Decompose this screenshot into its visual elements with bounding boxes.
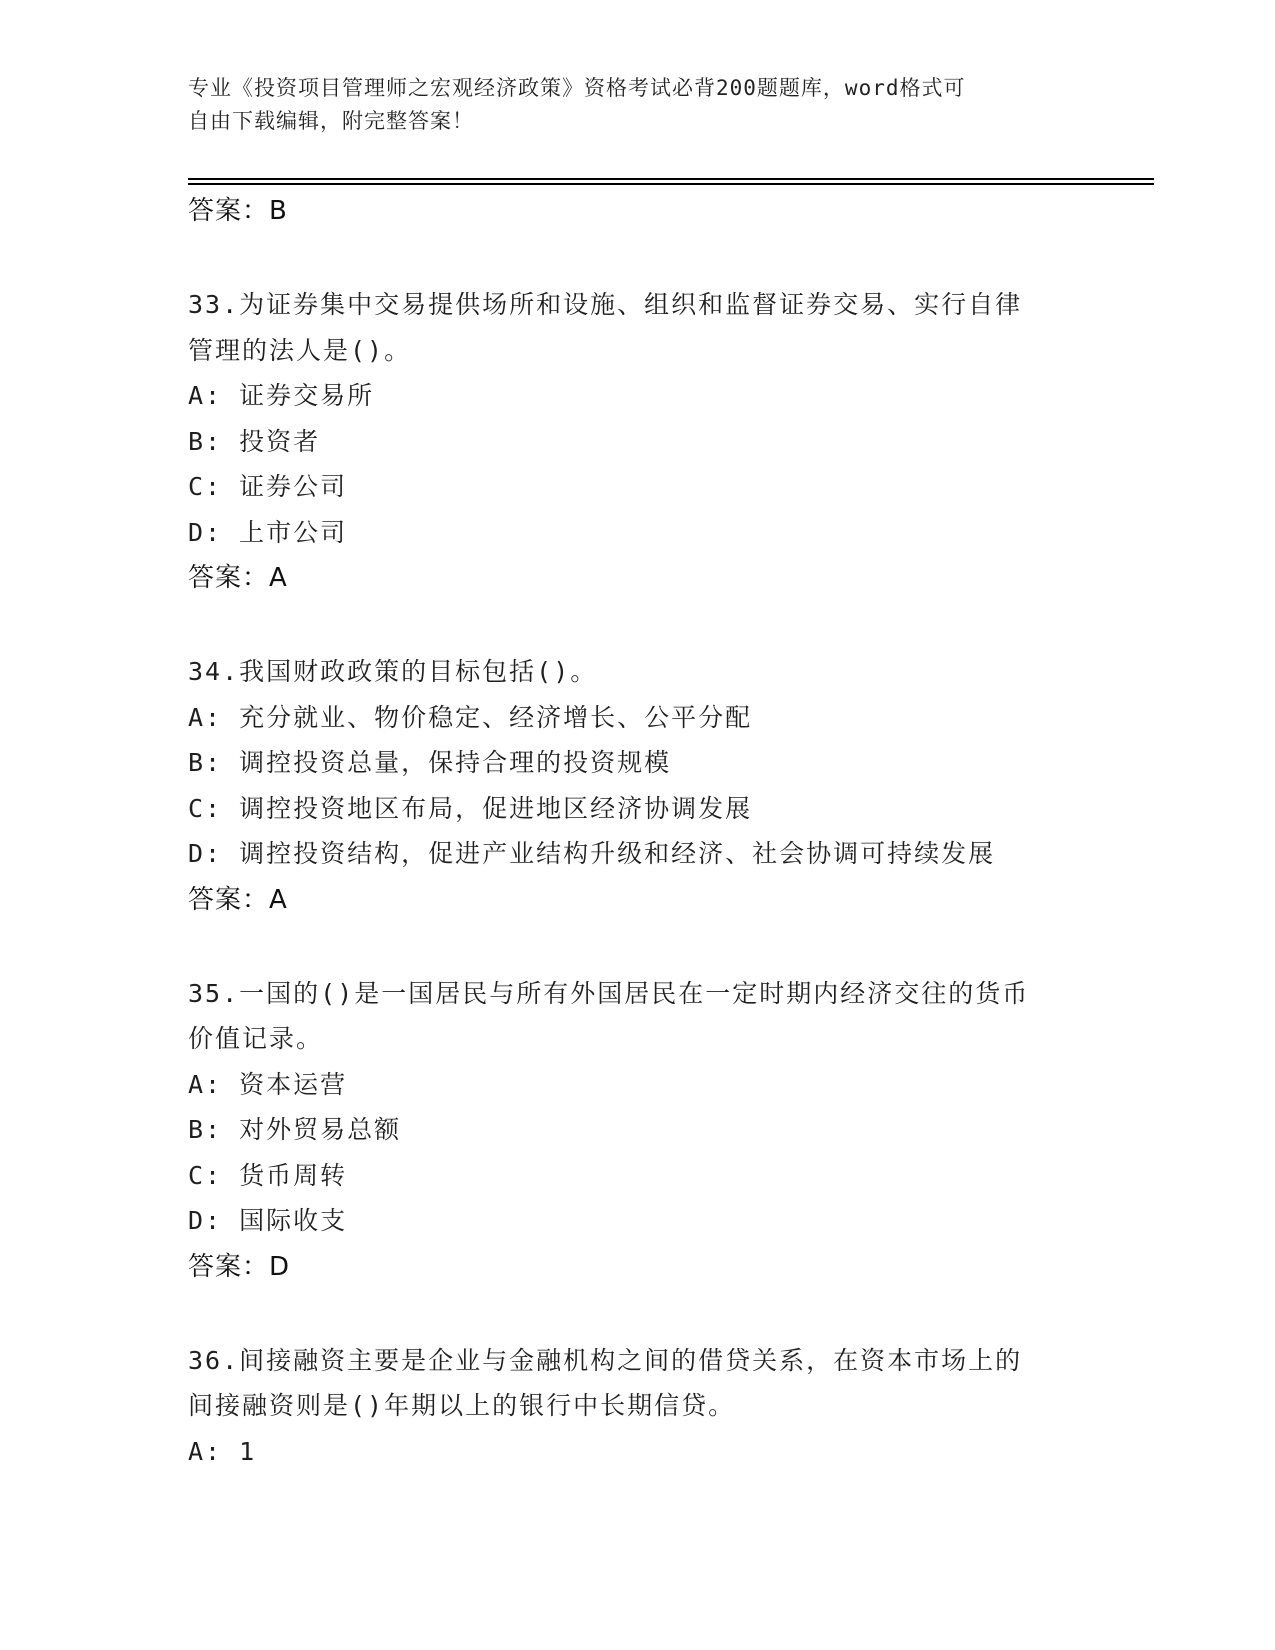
question-34 [188,649,1088,923]
header-divider-bottom [188,183,1154,185]
option-a: A: 1 [188,1436,257,1466]
question-33 [188,282,1088,601]
option-c: C: 调控投资地区布局，促进地区经济协调发展 [188,793,753,823]
option-a: A: 证券交易所 [188,381,375,410]
answer-line: 答案：D [188,1251,291,1282]
previous-answer: 答案：B [188,196,288,226]
option-a: A: 资本运营 [188,1069,348,1099]
question-stem-line: 34.我国财政政策的目标包括()。 [188,657,598,686]
question-36 [188,1338,1088,1475]
option-d: D: 调控投资结构，促进产业结构升级和经济、社会协调可持续发展 [188,839,996,868]
question-stem-line: 35.一国的()是一国居民与所有外国居民在一定时期内经济交往的货币 [188,978,1030,1008]
question-stem-line: 间接融资则是()年期以上的银行中长期信贷。 [188,1391,736,1420]
question-35 [188,971,1088,1290]
question-stem-line: 36.间接融资主要是企业与金融机构之间的借贷关系，在资本市场上的 [188,1345,1023,1375]
option-c: C: 证券公司 [188,472,348,501]
option-a: A: 充分就业、物价稳定、经济增长、公平分配 [188,702,753,732]
header-line-1: 专业《投资项目管理师之宏观经济政策》资格考试必背200题题库，word格式可 [188,76,966,100]
document-header [188,72,1088,138]
option-d: D: 国际收支 [188,1206,348,1235]
option-b: B: 对外贸易总额 [188,1115,402,1144]
answer-line: 答案：A [188,563,288,593]
answer-line: 答案：A [188,884,288,915]
option-d: D: 上市公司 [188,517,348,547]
header-divider-top [188,178,1154,180]
question-stem-line: 管理的法人是()。 [188,335,412,365]
question-list [188,188,1088,1474]
option-b: B: 调控投资总量，保持合理的投资规模 [188,748,672,777]
option-b: B: 投资者 [188,426,321,456]
question-stem-line: 价值记录。 [188,1024,324,1053]
question-stem-line: 33.为证券集中交易提供场所和设施、组织和监督证券交易、实行自律 [188,290,1023,319]
header-line-2: 自由下载编辑，附完整答案！ [188,109,474,133]
option-c: C: 货币周转 [188,1160,348,1190]
